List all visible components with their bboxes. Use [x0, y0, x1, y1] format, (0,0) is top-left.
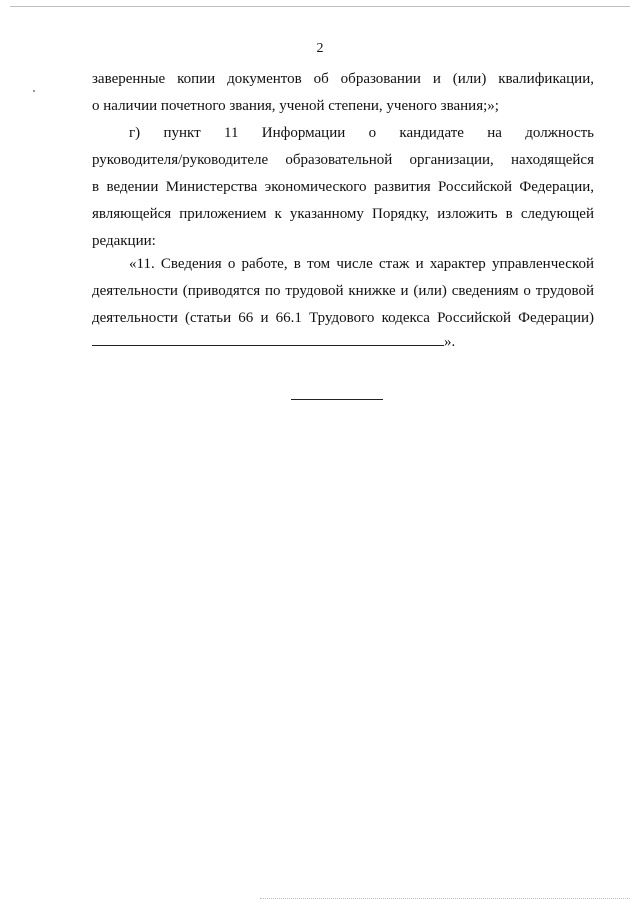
paragraph-2-line: г) пункт 11 Информации о кандидате на должность — [129, 125, 594, 141]
scan-speck — [33, 90, 35, 92]
paragraph-3 — [92, 251, 594, 332]
fill-in-blank-line — [92, 331, 444, 346]
fill-in-line-row — [92, 329, 455, 356]
paragraph-3-line: деятельности (приводятся по трудовой книжке и (или) сведениям о трудовой — [92, 283, 594, 299]
paragraph-3-line: «11. Сведения о работе, в том числе стаж и характер управленческой — [129, 256, 594, 272]
paragraph-2-line: в ведении Министерства экономического развития Российской Федерации, — [92, 179, 594, 195]
page-number: 2 — [316, 41, 324, 56]
paragraph-2-line: руководителя/руководителе образовательной организации, находящейся — [92, 152, 594, 168]
paragraph-2-line: являющейся приложением к указанному Порядку, изложить в следующей — [92, 206, 594, 222]
paragraph-2 — [92, 120, 594, 255]
paragraph-2-line: редакции: — [92, 233, 156, 249]
page-top-edge — [10, 6, 630, 7]
document-end-rule — [291, 399, 383, 400]
page-bottom-edge — [260, 898, 630, 899]
paragraph-1 — [92, 66, 594, 120]
paragraph-1-line: о наличии почетного звания, ученой степени, ученого звания;»; — [92, 98, 499, 114]
closing-quote: ». — [444, 334, 456, 350]
paragraph-3-line: деятельности (статьи 66 и 66.1 Трудового кодекса Российской Федерации) — [92, 310, 594, 326]
paragraph-1-line: заверенные копии документов об образовании и (или) квалификации, — [92, 71, 594, 87]
